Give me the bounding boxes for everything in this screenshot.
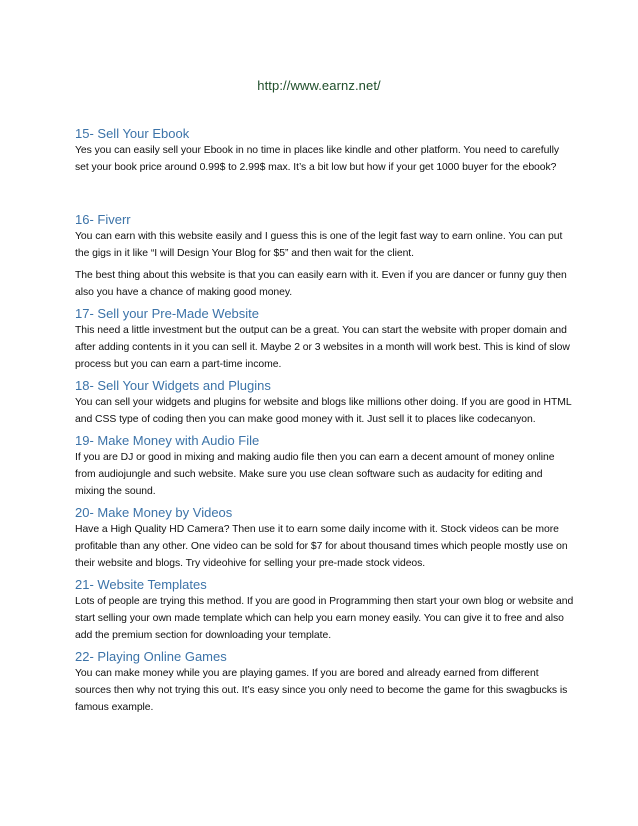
section-sell-widgets-plugins [75, 378, 575, 428]
section-paragraph: Have a High Quality HD Camera? Then use it to earn some daily income with it. Stock videos can be more profitable than any other. One video can be sold for $7 for about thousand times which people mostly use on their website and blogs. Try videohive for selling your pre-made stock videos. [75, 524, 568, 569]
section-paragraph: Yes you can easily sell your Ebook in no time in places like kindle and other platform. You need to carefully set your book price around 0.99$ to 2.99$ max. It’s a bit low but how if your get 1000 buyer for the ebook? [75, 145, 559, 173]
section-heading: 21- Website Templates [75, 577, 207, 592]
section-sell-your-ebook [75, 126, 575, 176]
section-heading: 17- Sell your Pre-Made Website [75, 306, 260, 321]
section-paragraph: You can make money while you are playing games. If you are bored and already earned from different sources then why not trying this out. It’s easy since you only need to become the game for this swagbucks is famous example. [75, 668, 568, 713]
document-body [75, 126, 575, 716]
section-sell-pre-made-website [75, 306, 575, 373]
section-paragraph: You can earn with this website easily and I guess this is one of the legit fast way to earn online. You can put the gigs in it like “I will Design Your Blog for $5” and then wait for the client. [75, 231, 563, 259]
page-header-url[interactable]: http://www.earnz.net/ [257, 78, 381, 93]
section-heading: 16- Fiverr [75, 212, 131, 227]
section-videos [75, 505, 575, 572]
section-paragraph: The best thing about this website is that you can easily earn with it. Even if you are dancer or funny guy then also you have a chance of making good money. [75, 270, 567, 298]
section-heading: 19- Make Money with Audio File [75, 433, 260, 448]
section-paragraph: Lots of people are trying this method. If you are good in Programming then start your own blog or website and start selling your own made template which can help you earn money easily. You can give it to free and also add the premium section for downloading your template. [75, 596, 574, 641]
section-paragraph: If you are DJ or good in mixing and making audio file then you can earn a decent amount of money online from audiojungle and such website. Make sure you use clean software such as audacity for editing and mixing the sound. [75, 452, 555, 497]
section-heading: 22- Playing Online Games [75, 649, 227, 664]
section-heading: 18- Sell Your Widgets and Plugins [75, 378, 271, 393]
section-heading: 15- Sell Your Ebook [75, 126, 190, 141]
section-website-templates [75, 577, 575, 644]
section-paragraph: This need a little investment but the output can be a great. You can start the website with proper domain and after adding contents in it you can sell it. Maybe 2 or 3 websites in a month will work best. This is kind of slow process but you can earn a part-time income. [75, 325, 570, 370]
section-paragraph: You can sell your widgets and plugins for website and blogs like millions other doing. If you are good in HTML and CSS type of coding then you can make good money with it. Just sell it to places like codecanyon. [75, 397, 572, 425]
section-heading: 20- Make Money by Videos [75, 505, 233, 520]
section-online-games [75, 649, 575, 716]
section-audio-file [75, 433, 575, 500]
section-fiverr [75, 212, 575, 301]
